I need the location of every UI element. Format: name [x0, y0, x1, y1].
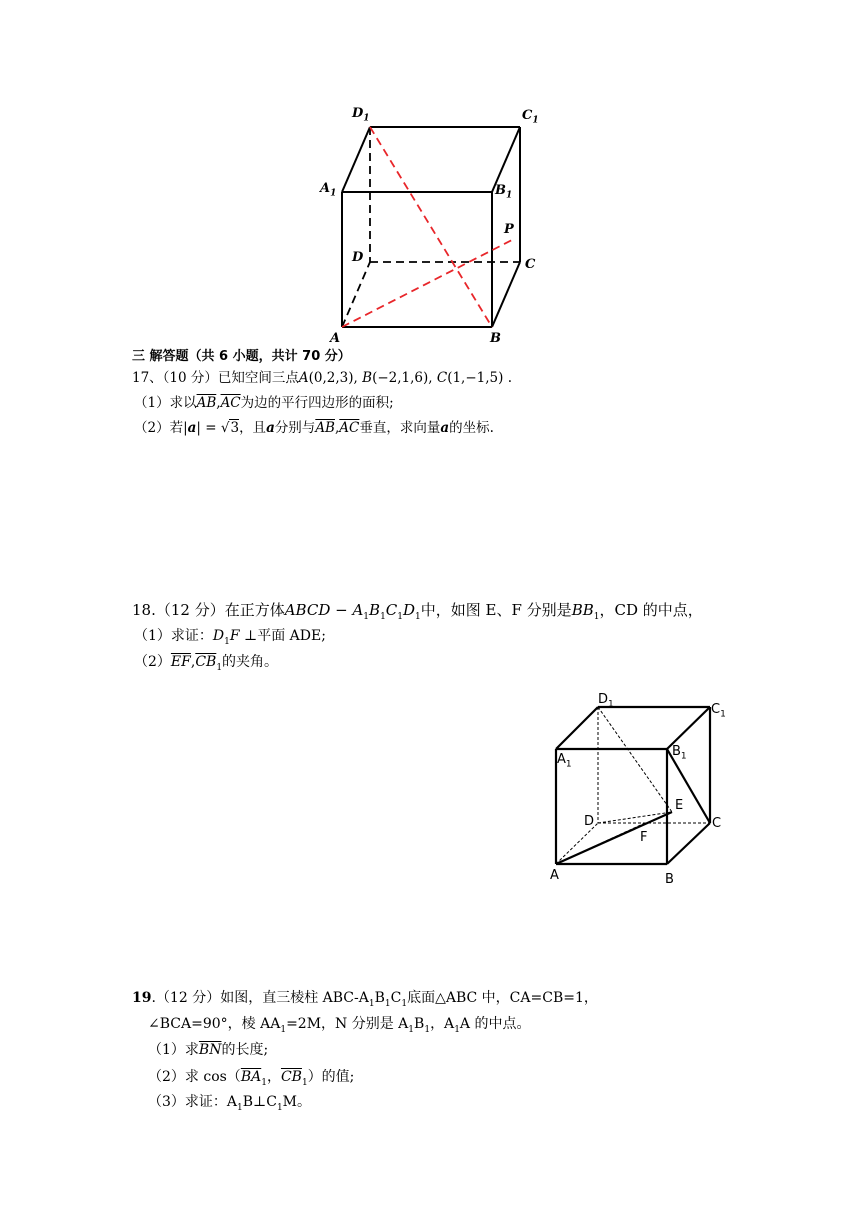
- fig1-label-D1: $D_1$: [352, 106, 370, 124]
- cube-figure-1: [300, 100, 560, 350]
- fig2-label-B1: $B_1$: [672, 744, 687, 762]
- q19-part1: （1）求$\overline{BN}$的长度;: [148, 1042, 269, 1058]
- q19-part2: （2）求 $\cos(\overline{BA}_1$，$\overline{CB}_1$）的值;: [148, 1069, 355, 1088]
- fig2-label-B: B: [665, 872, 674, 887]
- q17-part2: （2）若|a| = √3，且a分别与$\overline{AB},\overline{AC}$垂直，求向量a的坐标.: [134, 420, 494, 436]
- q19-statement: 19.（12 分）如图，直三棱柱 ABC-$A_1B_1C_1$底面△ABC 中，CA=CB=1，: [132, 990, 598, 1009]
- fig1-label-P: P: [504, 222, 514, 237]
- fig1-label-B: B: [490, 331, 501, 346]
- q18-part2: $(2)\overline{EF},\overline{CB}_1$的夹角。: [134, 654, 279, 673]
- q19-part3: （3）求证：$A_1B\perp C_1M$。: [148, 1094, 312, 1113]
- fig2-label-C: C: [712, 816, 722, 831]
- fig2-label-F: F: [640, 830, 648, 845]
- fig2-label-A: A: [550, 868, 559, 883]
- fig1-label-C: C: [525, 257, 536, 272]
- fig1-label-B1: $B_1$: [495, 183, 513, 201]
- fig1-label-A: A: [330, 331, 341, 346]
- section-title: 三 解答题（共 6 小题，共计 70 分）: [132, 349, 351, 364]
- fig2-label-D: D: [584, 814, 595, 829]
- q17-statement: 17、（10 分）已知空间三点A(0,2,3), B(−2,1,6), C(1,−1,5) .: [132, 370, 512, 386]
- fig1-label-A1: $A_1$: [320, 181, 337, 199]
- fig2-label-D1: $D_1$: [598, 692, 614, 710]
- fig2-label-C1: $C_1$: [711, 702, 726, 720]
- fig2-label-A1: $A_1$: [557, 752, 572, 770]
- fig2-label-E: E: [675, 798, 684, 813]
- fig1-label-C1: $C_1$: [522, 108, 539, 126]
- q19-line2: ∠BCA=90°，棱 $AA_1=2M$，N 分别是 $A_1B_1$，$A_1A$ 的中点。: [148, 1016, 531, 1035]
- q18-statement: 18.（12 分）在正方体ABCD − $A_1B_1C_1D_1$中，如图 E、F 分别是$BB_1$，CD 的中点，: [132, 601, 703, 622]
- q17-part1: （1）求以$\overline{AB},\overline{AC}$为边的平行四边形的面积;: [134, 395, 394, 411]
- q18-part1: （1）求证：$D_1F$ ⊥平面 ADE;: [134, 628, 326, 647]
- fig1-label-D: D: [352, 250, 364, 265]
- cube-figure-2: [540, 690, 740, 880]
